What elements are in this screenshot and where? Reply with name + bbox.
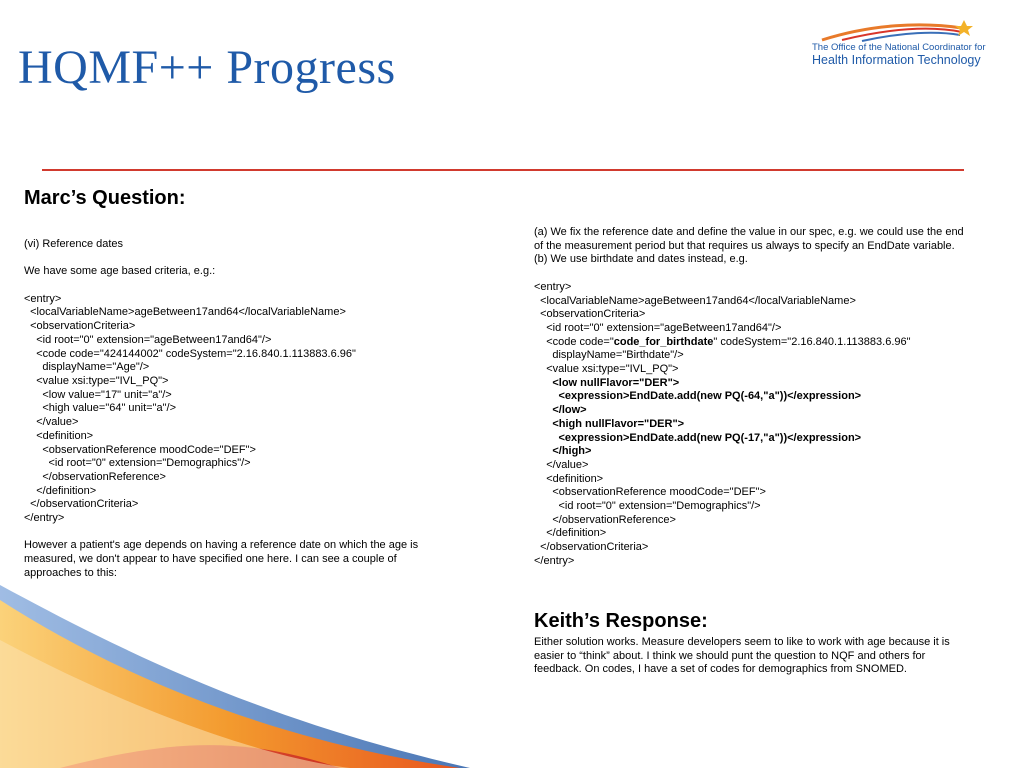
code-fragment: " codeSystem="2.16.840.1.113883.6.96"	[713, 335, 911, 348]
code-line: </observationReference>	[534, 513, 676, 526]
slide-title: HQMF++ Progress	[18, 41, 396, 94]
code-line-bold: </low>	[534, 404, 587, 417]
reference-date-explanation: However a patient's age depends on having a reference date on which the age is measured, we don't appear to have specified one here. I can see a couple of approaches to this:	[24, 539, 419, 579]
code-fragment-bold: code_for_birthdate	[613, 335, 714, 348]
birthdate-code-block	[534, 281, 964, 569]
keith-response-body: Either solution works. Measure developers seem to like to work with age because it is easier to “think” about. I think we should punt the question to NQF and others for feedback. On codes, I have a set of codes for demographics from SNOMED.	[534, 636, 950, 676]
approach-a: (a) We fix the reference date and define the value in our spec, e.g. we could use the end of the measurement period but that requires us always to specify an EndDate variable.	[534, 226, 964, 252]
code-line: <entry>	[534, 280, 572, 293]
code-fragment: <code code="	[534, 335, 614, 348]
code-line: displayName="Birthdate"/>	[534, 349, 684, 362]
code-line: </value>	[534, 458, 589, 471]
code-line: <id root="0" extension="ageBetween17and64"/>	[534, 321, 782, 334]
logo-text-line2: Health Information Technology	[812, 53, 981, 67]
code-line-bold: <high nullFlavor="DER">	[534, 417, 685, 430]
keith-response-heading: Keith’s Response:	[534, 610, 708, 632]
code-line: <id root="0" extension="Demographics"/>	[534, 500, 761, 513]
age-criteria-intro: We have some age based criteria, e.g.:	[24, 265, 216, 278]
code-line-birthdate	[534, 336, 964, 350]
proposed-approaches	[534, 226, 964, 569]
code-line: </definition>	[534, 527, 607, 540]
reference-dates-heading: (vi) Reference dates	[24, 238, 124, 250]
code-line: <localVariableName>ageBetween17and64</localVariableName>	[534, 294, 856, 307]
code-line: <observationReference moodCode="DEF">	[534, 486, 766, 499]
title-divider	[42, 169, 964, 171]
code-line-bold: </high>	[534, 445, 592, 458]
marc-question-body	[24, 238, 454, 581]
logo-swoosh-icon	[812, 20, 982, 42]
approach-b: (b) We use birthdate and dates instead, e.g.	[534, 253, 748, 266]
onc-logo	[812, 20, 986, 70]
code-line: <definition>	[534, 472, 604, 485]
code-line: <observationCriteria>	[534, 308, 646, 321]
code-line: </observationCriteria>	[534, 541, 649, 554]
code-line: <value xsi:type="IVL_PQ">	[534, 363, 679, 376]
code-line: </entry>	[534, 554, 575, 567]
age-criteria-code-block: <entry> <localVariableName>ageBetween17and64</localVariableName> <observationCriteria> <id root="0" extension="ageBetween17and64"/> <code code="424144002" codeSystem="2.16.840.1.113883.6.96" displayName="Age"/> <value xsi:type="IVL_PQ"> <low value="17" unit="a"/> <high value="64" unit="a"/> </value> <definition> <observationReference moodCode="DEF"> <id root="0" extension="Demographics"/> </observationReference> </definition> </observationCriteria> </entry>	[24, 292, 356, 525]
marc-question-heading: Marc’s Question:	[24, 187, 186, 209]
logo-text-line1: The Office of the National Coordinator for	[812, 42, 986, 53]
code-line-bold: <expression>EndDate.add(new PQ(-17,"a"))</expression>	[534, 431, 862, 444]
code-line-bold: <expression>EndDate.add(new PQ(-64,"a"))</expression>	[534, 390, 862, 403]
code-line-bold: <low nullFlavor="DER">	[534, 376, 680, 389]
